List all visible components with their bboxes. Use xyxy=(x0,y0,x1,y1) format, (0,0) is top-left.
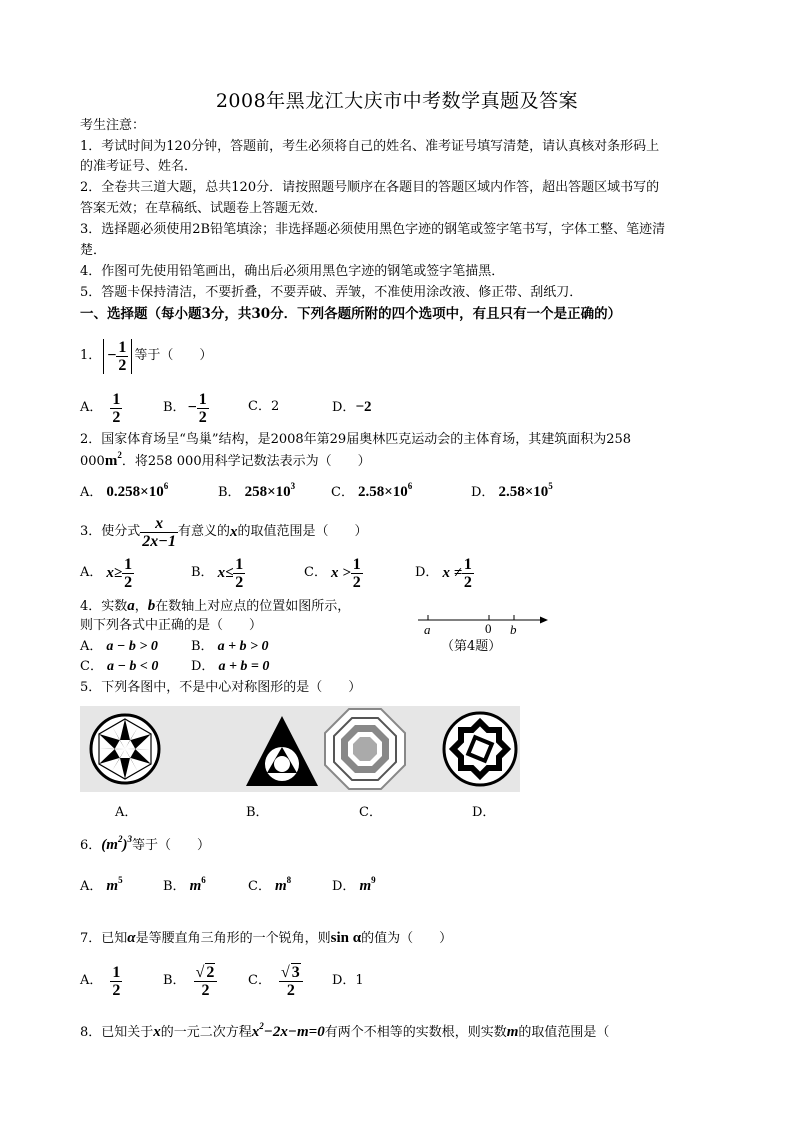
notice-line-2: 的准考证号、姓名． xyxy=(80,159,198,174)
q5-option-a: A． xyxy=(115,805,138,820)
q1-minus: − xyxy=(107,347,117,364)
q1-option-c: C．2 xyxy=(248,399,280,414)
q3-pre: 3．使分式 xyxy=(80,524,141,539)
q3-mid: 有意义的 xyxy=(177,524,230,539)
q1-den: 2 xyxy=(118,356,127,374)
q1-a-frac: $\frac{1}{2}$ xyxy=(112,390,121,426)
q1-d-label: D． xyxy=(332,400,356,415)
figure-d-squares-circle xyxy=(444,713,516,785)
q5-option-c: C． xyxy=(359,805,382,820)
q3-post: 的取值范围是（ ） xyxy=(237,524,368,539)
arrow-icon xyxy=(540,617,548,624)
figure-a-star-circle xyxy=(91,715,159,783)
q6-option-d: D． $m^9$ xyxy=(332,875,376,894)
q2-option-d: D． $2.58\times 10^5$ xyxy=(471,481,553,500)
notice-heading: 考生注意： xyxy=(80,118,146,133)
q3-var: x xyxy=(230,524,238,540)
q4-option-a: A． a − b > 0 xyxy=(80,639,158,654)
q4-option-c: C． a − b < 0 xyxy=(80,659,159,674)
question-3 xyxy=(80,512,368,552)
q3-fraction: $\frac{x}{2x-1}$ xyxy=(142,514,176,550)
q1-b-label: B． xyxy=(163,400,186,415)
q3-option-d: D． x ≠ $\frac{1}{2}$ xyxy=(415,555,472,591)
q6-option-c: C． $m^8$ xyxy=(248,875,292,894)
q2-line-1: 2．国家体育场呈“鸟巢”结构，是2008年第29届奥林匹克运动会的主体育场，其建筑面积为258 xyxy=(80,432,632,447)
notice-line-6: 楚． xyxy=(80,243,107,258)
q2-option-a: A． $0.258\times 10^6$ xyxy=(80,481,169,500)
figure-b-triangle xyxy=(246,716,318,786)
notice-line-1: 1．考试时间为120分钟，答题前，考生必须将自己的姓名、准考证号填写清楚，请认真核对条形码上 xyxy=(80,139,660,154)
notice-line-4: 答案无效；在草稿纸、试题卷上答题无效． xyxy=(80,201,328,216)
q6-option-a: A． $m^5$ xyxy=(80,875,123,894)
q1-a-label: A． xyxy=(80,400,103,415)
notice-line-3: 2．全卷共三道大题，总共120分．请按照题号顺序在各题目的答题区域内作答，超出答题区域书写的 xyxy=(80,180,660,195)
question-1 xyxy=(80,336,212,376)
q1-abs-value xyxy=(103,339,132,374)
page-title: 2008年黑龙江大庆市中考数学真题及答案 xyxy=(215,90,579,112)
q2-unit: $m^2$ xyxy=(104,450,122,469)
question-7: 7．已知α是等腰直角三角形的一个锐角，则sin α的值为（ ） xyxy=(80,930,453,946)
question-8: 8．已知关于x的一元二次方程$x^2-2x-m=0$有两个不相等的实数根，则实数m的取值范围是（ xyxy=(80,1021,610,1040)
q2-stem: ．将258 000用科学记数法表示为（ ） xyxy=(121,454,371,469)
q3-option-b: B． x≤ $\frac{1}{2}$ xyxy=(191,555,244,591)
q5-option-b: B． xyxy=(246,805,269,820)
q5-stem: 5．下列各图中，不是中心对称图形的是（ ） xyxy=(80,680,362,695)
section-heading: 一、选择题（每小题3分，共30分．下列各题所附的四个选项中，有且只有一个是正确的） xyxy=(80,306,622,322)
q6-option-b: B． $m^6$ xyxy=(163,875,206,894)
q1-option-d xyxy=(332,397,372,418)
q4-line-1: 4．实数a，b在数轴上对应点的位置如图所示， xyxy=(80,598,351,614)
q2-option-b: B． $258\times 10^3$ xyxy=(218,481,296,500)
q1-option-a xyxy=(80,388,122,428)
figure-c-octagons xyxy=(325,709,405,789)
q1-b-frac: $\frac{1}{2}$ xyxy=(198,390,207,426)
q1-b-sign: − xyxy=(187,399,197,416)
q7-option-a: A． $\frac{1}{2}$ xyxy=(80,963,121,999)
q5-option-d: D． xyxy=(472,805,496,820)
question-6: 6．$(m^2)^3$等于（ ） xyxy=(80,834,210,853)
q3-option-a: A． x≥ $\frac{1}{2}$ xyxy=(80,555,133,591)
q1-fraction xyxy=(116,339,128,374)
q5-figures xyxy=(80,706,520,792)
q2-line-2 xyxy=(80,451,371,472)
axis-label-a: a xyxy=(424,622,431,637)
q3-option-c: C． x > $\frac{1}{2}$ xyxy=(304,555,361,591)
axis-label-zero: 0 xyxy=(485,621,492,636)
notice-line-5: 3．选择题必须使用2B铅笔填涂；非选择题必须使用黑色字迹的钢笔或签字笔书写，字体工整、笔迹清 xyxy=(80,222,666,237)
q4-option-b: B． a + b > 0 xyxy=(191,639,269,654)
figure-caption: （第4题） xyxy=(441,639,502,654)
q4-option-d: D． a + b = 0 xyxy=(191,659,270,674)
q1-d-value: −2 xyxy=(355,399,372,415)
q7-option-b: B． $\frac{√ 2}{2}$ xyxy=(163,960,217,1002)
q1-num: 1 xyxy=(118,338,127,356)
notice-line-8: 5．答题卡保持清洁，不要折叠，不要弄破、弄皱，不准使用涂改液、修正带、刮纸刀． xyxy=(80,285,583,300)
q4-line-2: 则下列各式中正确的是（ ） xyxy=(80,618,263,633)
q1-stem: 等于（ ） xyxy=(134,348,213,363)
q1-option-b xyxy=(163,388,209,428)
q2-num: 000 xyxy=(80,454,105,469)
q7-option-c: C． $\frac{√ 3}{2}$ xyxy=(248,960,303,1002)
q7-option-d: D．1 xyxy=(332,973,364,988)
q5-figures-panel xyxy=(80,706,520,792)
q2-option-c: C． $2.58\times 10^6$ xyxy=(331,481,413,500)
notice-line-7: 4．作图可先使用铅笔画出，确出后必须用黑色字迹的钢笔或签字笔描黑． xyxy=(80,264,505,279)
q1-number: 1． xyxy=(80,348,102,363)
axis-label-b: b xyxy=(510,622,517,637)
